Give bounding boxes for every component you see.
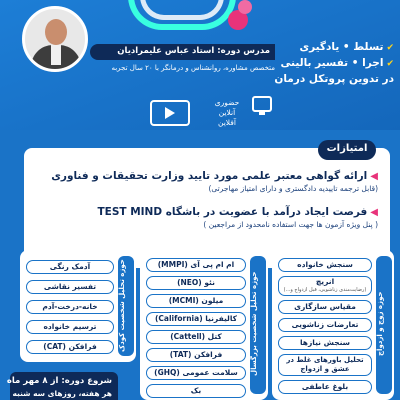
benefits-list [274, 40, 394, 87]
start-schedule: هر هفته، روزهای سه شنبه [12, 389, 112, 398]
test-item: کتل (Cattell) [146, 330, 246, 344]
feature-main: ◀فرصت ایجاد درآمد با عضویت در باشگاه TEST MIND [97, 206, 378, 218]
test-item: تحلیل باورهای غلط در عشق و ازدواج [278, 354, 372, 376]
test-item: تفسیر نقاشی [26, 280, 114, 294]
course-formats [140, 98, 270, 128]
test-item: سنجش خانواده [278, 258, 372, 272]
format-offline: آفلاین [218, 118, 236, 127]
features-title: امتیازات [326, 143, 368, 154]
test-item: نئو (NEO) [146, 276, 246, 290]
bullet-icon: ◀ [370, 171, 378, 182]
test-item: انریچ (رضایت‌مندی زناشویی، قبل ازدواج و...) [278, 276, 372, 296]
test-item: فرافکن (TAT) [146, 348, 246, 362]
column-tab-label: حوزه تحلیل شخصیت بزرگسال [250, 271, 258, 377]
feature-sub: (قابل ترجمه تاییدیه دادگستری و دارای امتیاز مهاجرتی) [208, 184, 378, 193]
check-icon: ✔ [386, 59, 394, 69]
column-tab [376, 256, 392, 394]
start-date: شروع دوره: از ۸ مهر ماه [6, 376, 112, 386]
test-item: سنجش نیازها [278, 336, 372, 350]
column-tab-label: حوزه زوج و ازدواج [376, 291, 384, 357]
test-item: ترسیم خانواده [26, 320, 114, 334]
test-item: کالیفرنیا (California) [146, 312, 246, 326]
test-item: آدمک رنگی [26, 260, 114, 274]
play-icon [165, 107, 175, 119]
format-online: آنلاین [218, 108, 236, 117]
test-item: سلامت عمومی (GHQ) [146, 366, 246, 380]
test-item: بلوغ عاطفی [278, 380, 372, 394]
benefit-line: ✔اجرا • تفسیر بالینی [280, 57, 394, 69]
logo-arc-inner [140, 0, 224, 20]
monitor-stand [259, 112, 265, 115]
column-adults [140, 250, 268, 400]
column-couples [272, 250, 394, 400]
feature-sub: ( پنل ویژه آزمون ها جهت استفاده نامحدود از مراجعین ) [203, 220, 378, 229]
feature-item [38, 170, 378, 193]
format-in-person: حضوری [214, 98, 240, 107]
test-item: خانه-درخت-آدم [26, 300, 114, 314]
column-tab-label: حوزه تحلیل شخصیت کودک [118, 259, 126, 353]
decor-dot [238, 0, 252, 14]
photo-shirt [51, 45, 61, 65]
header-area [0, 0, 400, 130]
monitor-icon [252, 96, 272, 112]
test-item: فرافکن (CAT) [26, 340, 114, 354]
test-item: مقیاس سازگاری [278, 300, 372, 314]
bullet-icon: ◀ [370, 207, 378, 218]
benefit-line: در تدوین پروتکل درمان [274, 73, 394, 85]
instructor-name: مدرس دوره: استاد عباس علیمرادیان [117, 46, 270, 56]
feature-item [38, 206, 378, 229]
feature-main: ◀ارائه گواهی معتبر علمی مورد تایید وزارت تحقیقات و فناوری [51, 170, 378, 182]
benefit-line: ✔تسلط • یادگیری [299, 41, 394, 53]
test-item: بک [146, 384, 246, 398]
instructor-specialty: متخصص مشاوره، روانشناس و درمانگر با ۲۰ سال تجربه [111, 64, 275, 72]
column-tab [118, 256, 134, 356]
check-icon: ✔ [386, 43, 394, 53]
photo-head [45, 19, 67, 45]
test-item: میلون (MCMI) [146, 294, 246, 308]
column-tab [250, 256, 266, 394]
test-item: تعارضات زناشویی [278, 318, 372, 332]
instructor-photo [22, 6, 88, 72]
test-item: ام ام پی آی (MMPI) [146, 258, 246, 272]
instructor-band [90, 44, 275, 60]
features-title-tab [318, 140, 376, 160]
start-date-box [6, 372, 118, 400]
